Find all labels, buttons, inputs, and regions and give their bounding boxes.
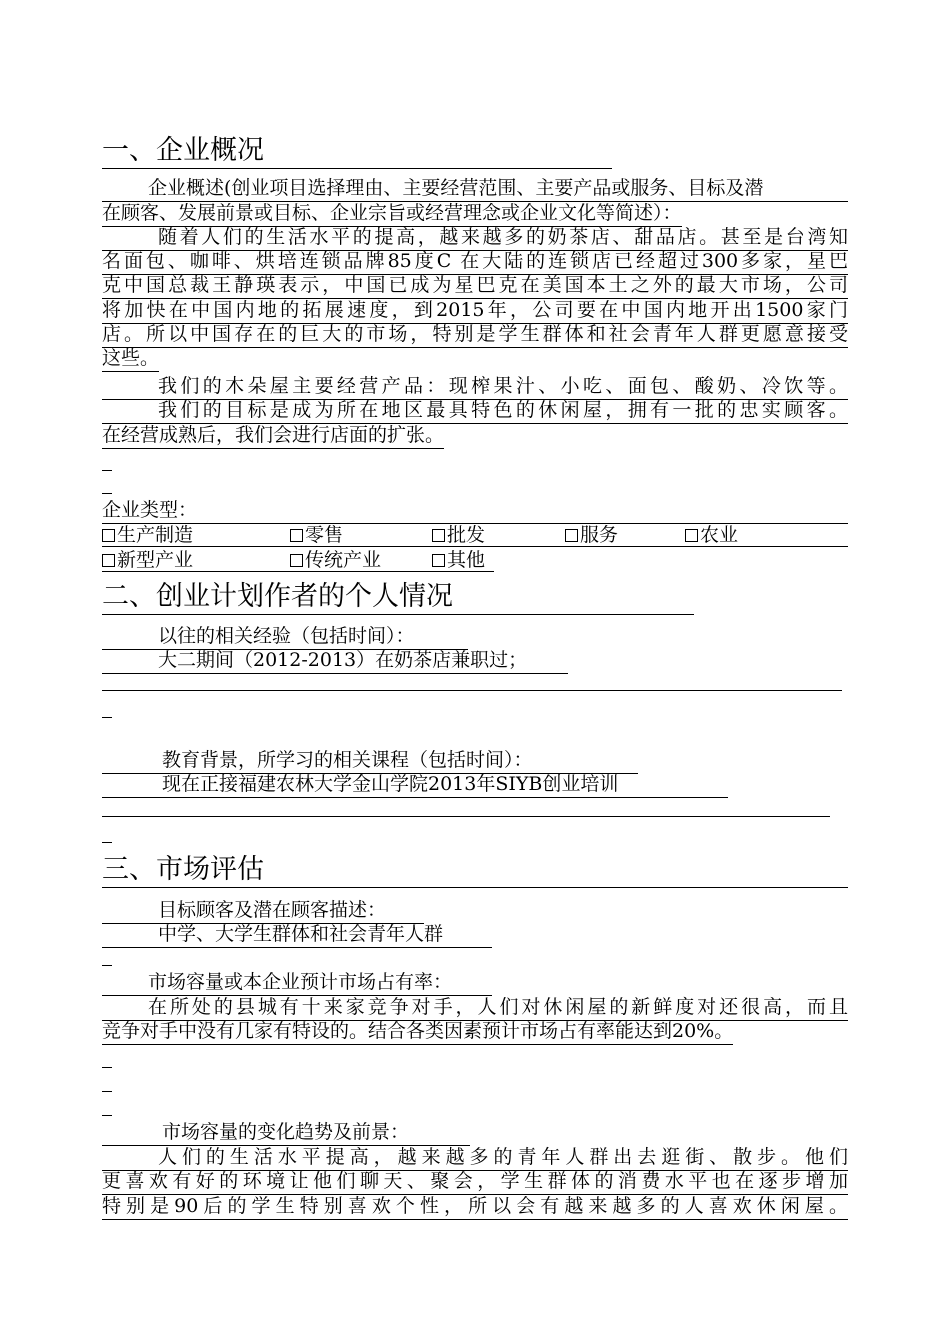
experience-value: 大二期间（2012-2013）在奶茶店兼职过； (102, 648, 568, 674)
blank-line (102, 493, 112, 494)
blank-line (102, 1067, 112, 1068)
products-line: 我们的木朵屋主要经营产品：现榨果汁、小吃、面包、酸奶、冷饮等。 (102, 374, 848, 400)
blank-line (102, 1115, 112, 1116)
education-label: 教育背景，所学习的相关课程（包括时间）： (102, 748, 638, 774)
checkbox-icon (102, 554, 115, 567)
blank-line (102, 816, 830, 817)
checkbox-icon (432, 554, 445, 567)
market-trend-label: 市场容量的变化趋势及前景： (102, 1120, 470, 1146)
paragraph-line: 将加快在中国内地的拓展速度，到2015年，公司要在中国内地开出1500家门 (102, 298, 848, 324)
market-share-line: 在所处的县城有十来家竞争对手，人们对休闲屋的新鲜度对还很高，而且 (102, 995, 848, 1021)
blank-line (102, 690, 842, 691)
blank-line (102, 1091, 112, 1092)
checkbox-icon (685, 529, 698, 542)
market-share-line: 竞争对手中没有几家有特设的。结合各类因素预计市场占有率能达到20%。 (102, 1019, 733, 1045)
blank-line (102, 842, 112, 843)
section-heading-overview: 一、企业概况 (102, 134, 612, 169)
checkbox-retail[interactable]: 零售 (290, 523, 343, 547)
goal-line: 我们的目标是成为所在地区最具特色的休闲屋，拥有一批的忠实顾客。 (102, 398, 848, 424)
enterprise-type-label: 企业类型： (102, 498, 848, 524)
market-share-label: 市场容量或本企业预计市场占有率： (102, 970, 492, 996)
checkbox-icon (290, 529, 303, 542)
checkbox-traditional-industry[interactable]: 传统产业 (290, 548, 381, 572)
checkbox-icon (565, 529, 578, 542)
checkbox-wholesale[interactable]: 批发 (432, 523, 485, 547)
market-trend-line: 更喜欢有好的环境让他们聊天、聚会，学生群体的消费水平也在逐步增加 (102, 1169, 848, 1195)
blank-line (102, 965, 112, 966)
checkbox-agriculture[interactable]: 农业 (685, 523, 738, 547)
paragraph-line: 名面包、咖啡、烘培连锁品牌85度C 在大陆的连锁店已经超过300多家，星巴 (102, 249, 848, 275)
target-customer-value: 中学、大学生群体和社会青年人群 (102, 922, 492, 948)
checkbox-manufacturing[interactable]: 生产制造 (102, 523, 193, 547)
checkbox-icon (102, 529, 115, 542)
checkbox-other[interactable]: 其他 (432, 548, 485, 572)
market-trend-line: 人们的生活水平提高，越来越多的青年人群出去逛街、散步。他们 (102, 1145, 848, 1171)
checkbox-new-industry[interactable]: 新型产业 (102, 548, 193, 572)
checkbox-icon (432, 529, 445, 542)
target-customer-label: 目标顾客及潜在顾客描述： (102, 898, 424, 924)
section-heading-market: 三、市场评估 (102, 853, 848, 888)
market-trend-line: 特别是90后的学生特别喜欢个性，所以会有越来越多的人喜欢休闲屋。 (102, 1194, 848, 1220)
blank-line (102, 717, 112, 718)
checkbox-icon (290, 554, 303, 567)
divider (102, 546, 848, 547)
paragraph-line: 店。所以中国存在的巨大的市场，特别是学生群体和社会青年人群更愿意接受 (102, 322, 848, 348)
paragraph-line: 随着人们的生活水平的提高，越来越多的奶茶店、甜品店。甚至是台湾知 (102, 225, 848, 251)
checkbox-service[interactable]: 服务 (565, 523, 618, 547)
paragraph-line: 克中国总裁王静瑛表示，中国已成为星巴克在美国本土之外的最大市场，公司 (102, 273, 848, 299)
paragraph-line: 这些。 (102, 346, 159, 372)
divider (102, 571, 494, 572)
overview-label: 企业概述(创业项目选择理由、主要经营范围、主要产品或服务、目标及潜 (102, 176, 848, 202)
education-value: 现在正接福建农林大学金山学院2013年SIYB创业培训 (102, 772, 728, 798)
overview-label-2: 在顾客、发展前景或目标、企业宗旨或经营理念或企业文化等简述）： (102, 201, 682, 227)
blank-line (102, 470, 112, 471)
goal-line: 在经营成熟后，我们会进行店面的扩张。 (102, 423, 444, 449)
section-heading-author: 二、创业计划作者的个人情况 (102, 580, 694, 615)
experience-label: 以往的相关经验（包括时间）： (102, 624, 468, 650)
